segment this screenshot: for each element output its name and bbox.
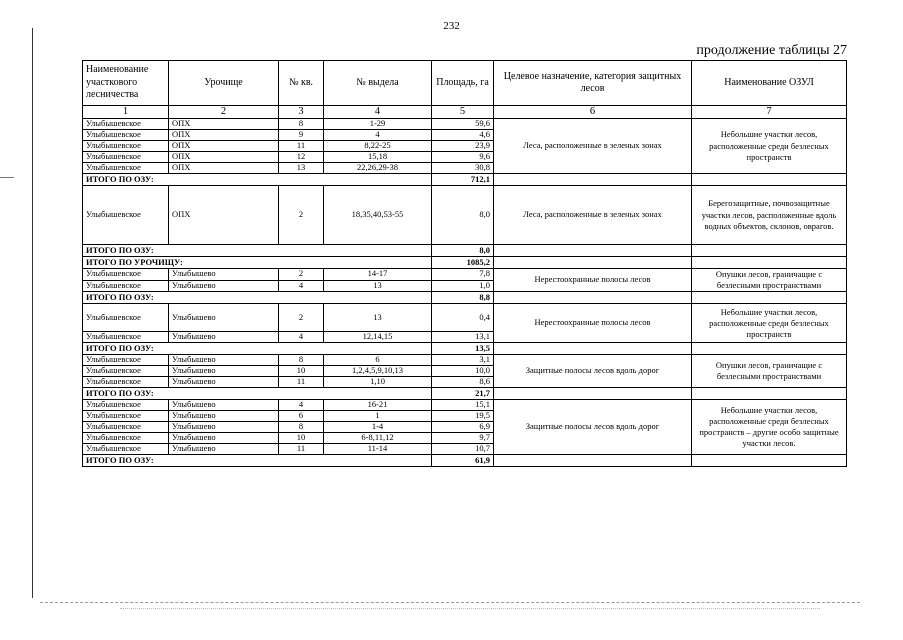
tract-cell: Улыбышево <box>169 377 279 388</box>
left-margin-rule <box>32 28 33 598</box>
area-cell: 9,7 <box>432 433 494 444</box>
quarter-cell: 11 <box>279 444 324 455</box>
bottom-rule <box>40 602 860 603</box>
plot-cell: 1,10 <box>324 377 432 388</box>
column-number-row <box>83 106 847 119</box>
plot-cell: 14-17 <box>324 269 432 281</box>
total-value: 8,8 <box>432 292 494 304</box>
left-edge-mark <box>0 177 14 178</box>
total-value: 712,1 <box>432 174 494 186</box>
forest-areas-table <box>82 60 847 467</box>
empty-cell <box>692 343 847 355</box>
bottom-rule-secondary <box>120 608 820 609</box>
purpose-cell: Леса, расположенные в зеленых зонах <box>494 186 692 245</box>
plot-cell: 12,14,15 <box>324 332 432 343</box>
quarter-cell: 8 <box>279 355 324 366</box>
tract-cell: ОПХ <box>169 163 279 174</box>
forestry-cell: Улыбышевское <box>83 152 169 163</box>
tract-cell: ОПХ <box>169 141 279 152</box>
total-label: ИТОГО ПО ОЗУ: <box>83 174 432 186</box>
header-area: Площадь, га <box>432 61 494 106</box>
forestry-cell: Улыбышевское <box>83 119 169 130</box>
plot-cell: 4 <box>324 130 432 141</box>
area-cell: 15,1 <box>432 400 494 411</box>
empty-cell <box>494 257 692 269</box>
total-row <box>83 292 847 304</box>
area-cell: 7,8 <box>432 269 494 281</box>
empty-cell <box>692 455 847 467</box>
header-purpose: Целевое назначение, категория защитных лесов <box>494 61 692 106</box>
ozul-cell: Берегозащитные, почвозащитные участки лесов, расположенные вдоль водных объектов, склонов, оврагов. <box>692 186 847 245</box>
tract-total-row <box>83 257 847 269</box>
area-cell: 3,1 <box>432 355 494 366</box>
empty-cell <box>692 245 847 257</box>
total-row <box>83 343 847 355</box>
total-label: ИТОГО ПО ОЗУ: <box>83 455 432 467</box>
plot-cell: 6-8,11,12 <box>324 433 432 444</box>
quarter-cell: 12 <box>279 152 324 163</box>
column-number: 3 <box>279 106 324 119</box>
total-row <box>83 388 847 400</box>
tract-cell: Улыбышево <box>169 433 279 444</box>
plot-cell: 11-14 <box>324 444 432 455</box>
quarter-cell: 10 <box>279 366 324 377</box>
table-continuation-caption: продолжение таблицы 27 <box>696 43 847 58</box>
forestry-cell: Улыбышевское <box>83 332 169 343</box>
table-row <box>83 186 847 245</box>
forestry-cell: Улыбышевское <box>83 366 169 377</box>
total-label: ИТОГО ПО ОЗУ: <box>83 292 432 304</box>
plot-cell: 13 <box>324 304 432 332</box>
column-number: 2 <box>169 106 279 119</box>
area-cell: 8,0 <box>432 186 494 245</box>
quarter-cell: 11 <box>279 141 324 152</box>
tract-cell: ОПХ <box>169 186 279 245</box>
plot-cell: 1-4 <box>324 422 432 433</box>
quarter-cell: 2 <box>279 304 324 332</box>
empty-cell <box>692 388 847 400</box>
header-quarter: № кв. <box>279 61 324 106</box>
quarter-cell: 11 <box>279 377 324 388</box>
area-cell: 1,0 <box>432 280 494 292</box>
plot-cell: 8,22-25 <box>324 141 432 152</box>
quarter-cell: 8 <box>279 422 324 433</box>
quarter-cell: 6 <box>279 411 324 422</box>
table-row <box>83 304 847 332</box>
column-number: 6 <box>494 106 692 119</box>
area-cell: 30,8 <box>432 163 494 174</box>
quarter-cell: 8 <box>279 119 324 130</box>
forestry-cell: Улыбышевское <box>83 444 169 455</box>
empty-cell <box>494 292 692 304</box>
total-label: ИТОГО ПО ОЗУ: <box>83 245 432 257</box>
forestry-cell: Улыбышевское <box>83 186 169 245</box>
plot-cell: 13 <box>324 280 432 292</box>
area-cell: 19,5 <box>432 411 494 422</box>
column-number: 7 <box>692 106 847 119</box>
empty-cell <box>494 174 692 186</box>
ozul-cell: Небольшие участки лесов, расположенные среди безлесных пространств <box>692 304 847 343</box>
total-label: ИТОГО ПО ОЗУ: <box>83 343 432 355</box>
total-row <box>83 245 847 257</box>
area-cell: 9,6 <box>432 152 494 163</box>
tract-cell: Улыбышево <box>169 411 279 422</box>
area-cell: 8,6 <box>432 377 494 388</box>
tract-cell: Улыбышево <box>169 280 279 292</box>
forestry-cell: Улыбышевское <box>83 411 169 422</box>
plot-cell: 1-29 <box>324 119 432 130</box>
empty-cell <box>494 455 692 467</box>
purpose-cell: Нерестоохранные полосы лесов <box>494 304 692 343</box>
header-ozul: Наименование ОЗУЛ <box>692 61 847 106</box>
tract-total-value: 1085,2 <box>432 257 494 269</box>
forestry-cell: Улыбышевское <box>83 304 169 332</box>
area-cell: 6,9 <box>432 422 494 433</box>
quarter-cell: 10 <box>279 433 324 444</box>
header-forestry: Наименование участкового лесничества <box>83 61 169 106</box>
tract-cell: Улыбышево <box>169 269 279 281</box>
plot-cell: 1 <box>324 411 432 422</box>
plot-cell: 15,18 <box>324 152 432 163</box>
table-row <box>83 269 847 281</box>
total-row <box>83 174 847 186</box>
plot-cell: 1,2,4,5,9,10,13 <box>324 366 432 377</box>
forestry-cell: Улыбышевское <box>83 377 169 388</box>
tract-cell: Улыбышево <box>169 332 279 343</box>
forestry-cell: Улыбышевское <box>83 141 169 152</box>
empty-cell <box>494 245 692 257</box>
tract-cell: Улыбышево <box>169 304 279 332</box>
tract-cell: Улыбышево <box>169 422 279 433</box>
total-value: 8,0 <box>432 245 494 257</box>
total-row <box>83 455 847 467</box>
ozul-cell: Небольшие участки лесов, расположенные среди безлесных пространств – другие особо защитные участки лесов. <box>692 400 847 455</box>
plot-cell: 6 <box>324 355 432 366</box>
tract-cell: ОПХ <box>169 152 279 163</box>
forestry-cell: Улыбышевское <box>83 422 169 433</box>
area-cell: 4,6 <box>432 130 494 141</box>
quarter-cell: 2 <box>279 269 324 281</box>
table-row <box>83 119 847 130</box>
forestry-cell: Улыбышевское <box>83 130 169 141</box>
plot-cell: 22,26,29-38 <box>324 163 432 174</box>
quarter-cell: 9 <box>279 130 324 141</box>
quarter-cell: 2 <box>279 186 324 245</box>
forestry-cell: Улыбышевское <box>83 400 169 411</box>
area-cell: 59,6 <box>432 119 494 130</box>
area-cell: 10,0 <box>432 366 494 377</box>
table-header-row <box>83 61 847 106</box>
forestry-cell: Улыбышевское <box>83 163 169 174</box>
quarter-cell: 4 <box>279 332 324 343</box>
purpose-cell: Защитные полосы лесов вдоль дорог <box>494 400 692 455</box>
area-cell: 13,1 <box>432 332 494 343</box>
header-plot: № выдела <box>324 61 432 106</box>
column-number: 5 <box>432 106 494 119</box>
forestry-cell: Улыбышевское <box>83 433 169 444</box>
empty-cell <box>692 174 847 186</box>
quarter-cell: 4 <box>279 280 324 292</box>
column-number: 4 <box>324 106 432 119</box>
empty-cell <box>494 388 692 400</box>
plot-cell: 18,35,40,53-55 <box>324 186 432 245</box>
total-value: 21,7 <box>432 388 494 400</box>
ozul-cell: Опушки лесов, граничащие с безлесными пространствами <box>692 269 847 292</box>
tract-cell: ОПХ <box>169 119 279 130</box>
empty-cell <box>692 257 847 269</box>
tract-cell: ОПХ <box>169 130 279 141</box>
total-label: ИТОГО ПО ОЗУ: <box>83 388 432 400</box>
table-row <box>83 355 847 366</box>
table-row <box>83 400 847 411</box>
forestry-cell: Улыбышевское <box>83 355 169 366</box>
column-number: 1 <box>83 106 169 119</box>
forestry-cell: Улыбышевское <box>83 280 169 292</box>
header-tract: Урочище <box>169 61 279 106</box>
empty-cell <box>692 292 847 304</box>
ozul-cell: Опушки лесов, граничащие с безлесными пространствами <box>692 355 847 388</box>
area-cell: 0,4 <box>432 304 494 332</box>
area-cell: 23,9 <box>432 141 494 152</box>
quarter-cell: 13 <box>279 163 324 174</box>
purpose-cell: Нерестоохранные полосы лесов <box>494 269 692 292</box>
plot-cell: 16-21 <box>324 400 432 411</box>
tract-cell: Улыбышево <box>169 444 279 455</box>
page-number: 232 <box>443 20 460 32</box>
purpose-cell: Защитные полосы лесов вдоль дорог <box>494 355 692 388</box>
tract-cell: Улыбышево <box>169 400 279 411</box>
total-value: 13,5 <box>432 343 494 355</box>
purpose-cell: Леса, расположенные в зеленых зонах <box>494 119 692 174</box>
tract-total-label: ИТОГО ПО УРОЧИЩУ: <box>83 257 432 269</box>
empty-cell <box>494 343 692 355</box>
ozul-cell: Небольшие участки лесов, расположенные среди безлесных пространств <box>692 119 847 174</box>
total-value: 61,9 <box>432 455 494 467</box>
area-cell: 10,7 <box>432 444 494 455</box>
tract-cell: Улыбышево <box>169 355 279 366</box>
tract-cell: Улыбышево <box>169 366 279 377</box>
quarter-cell: 4 <box>279 400 324 411</box>
forestry-cell: Улыбышевское <box>83 269 169 281</box>
